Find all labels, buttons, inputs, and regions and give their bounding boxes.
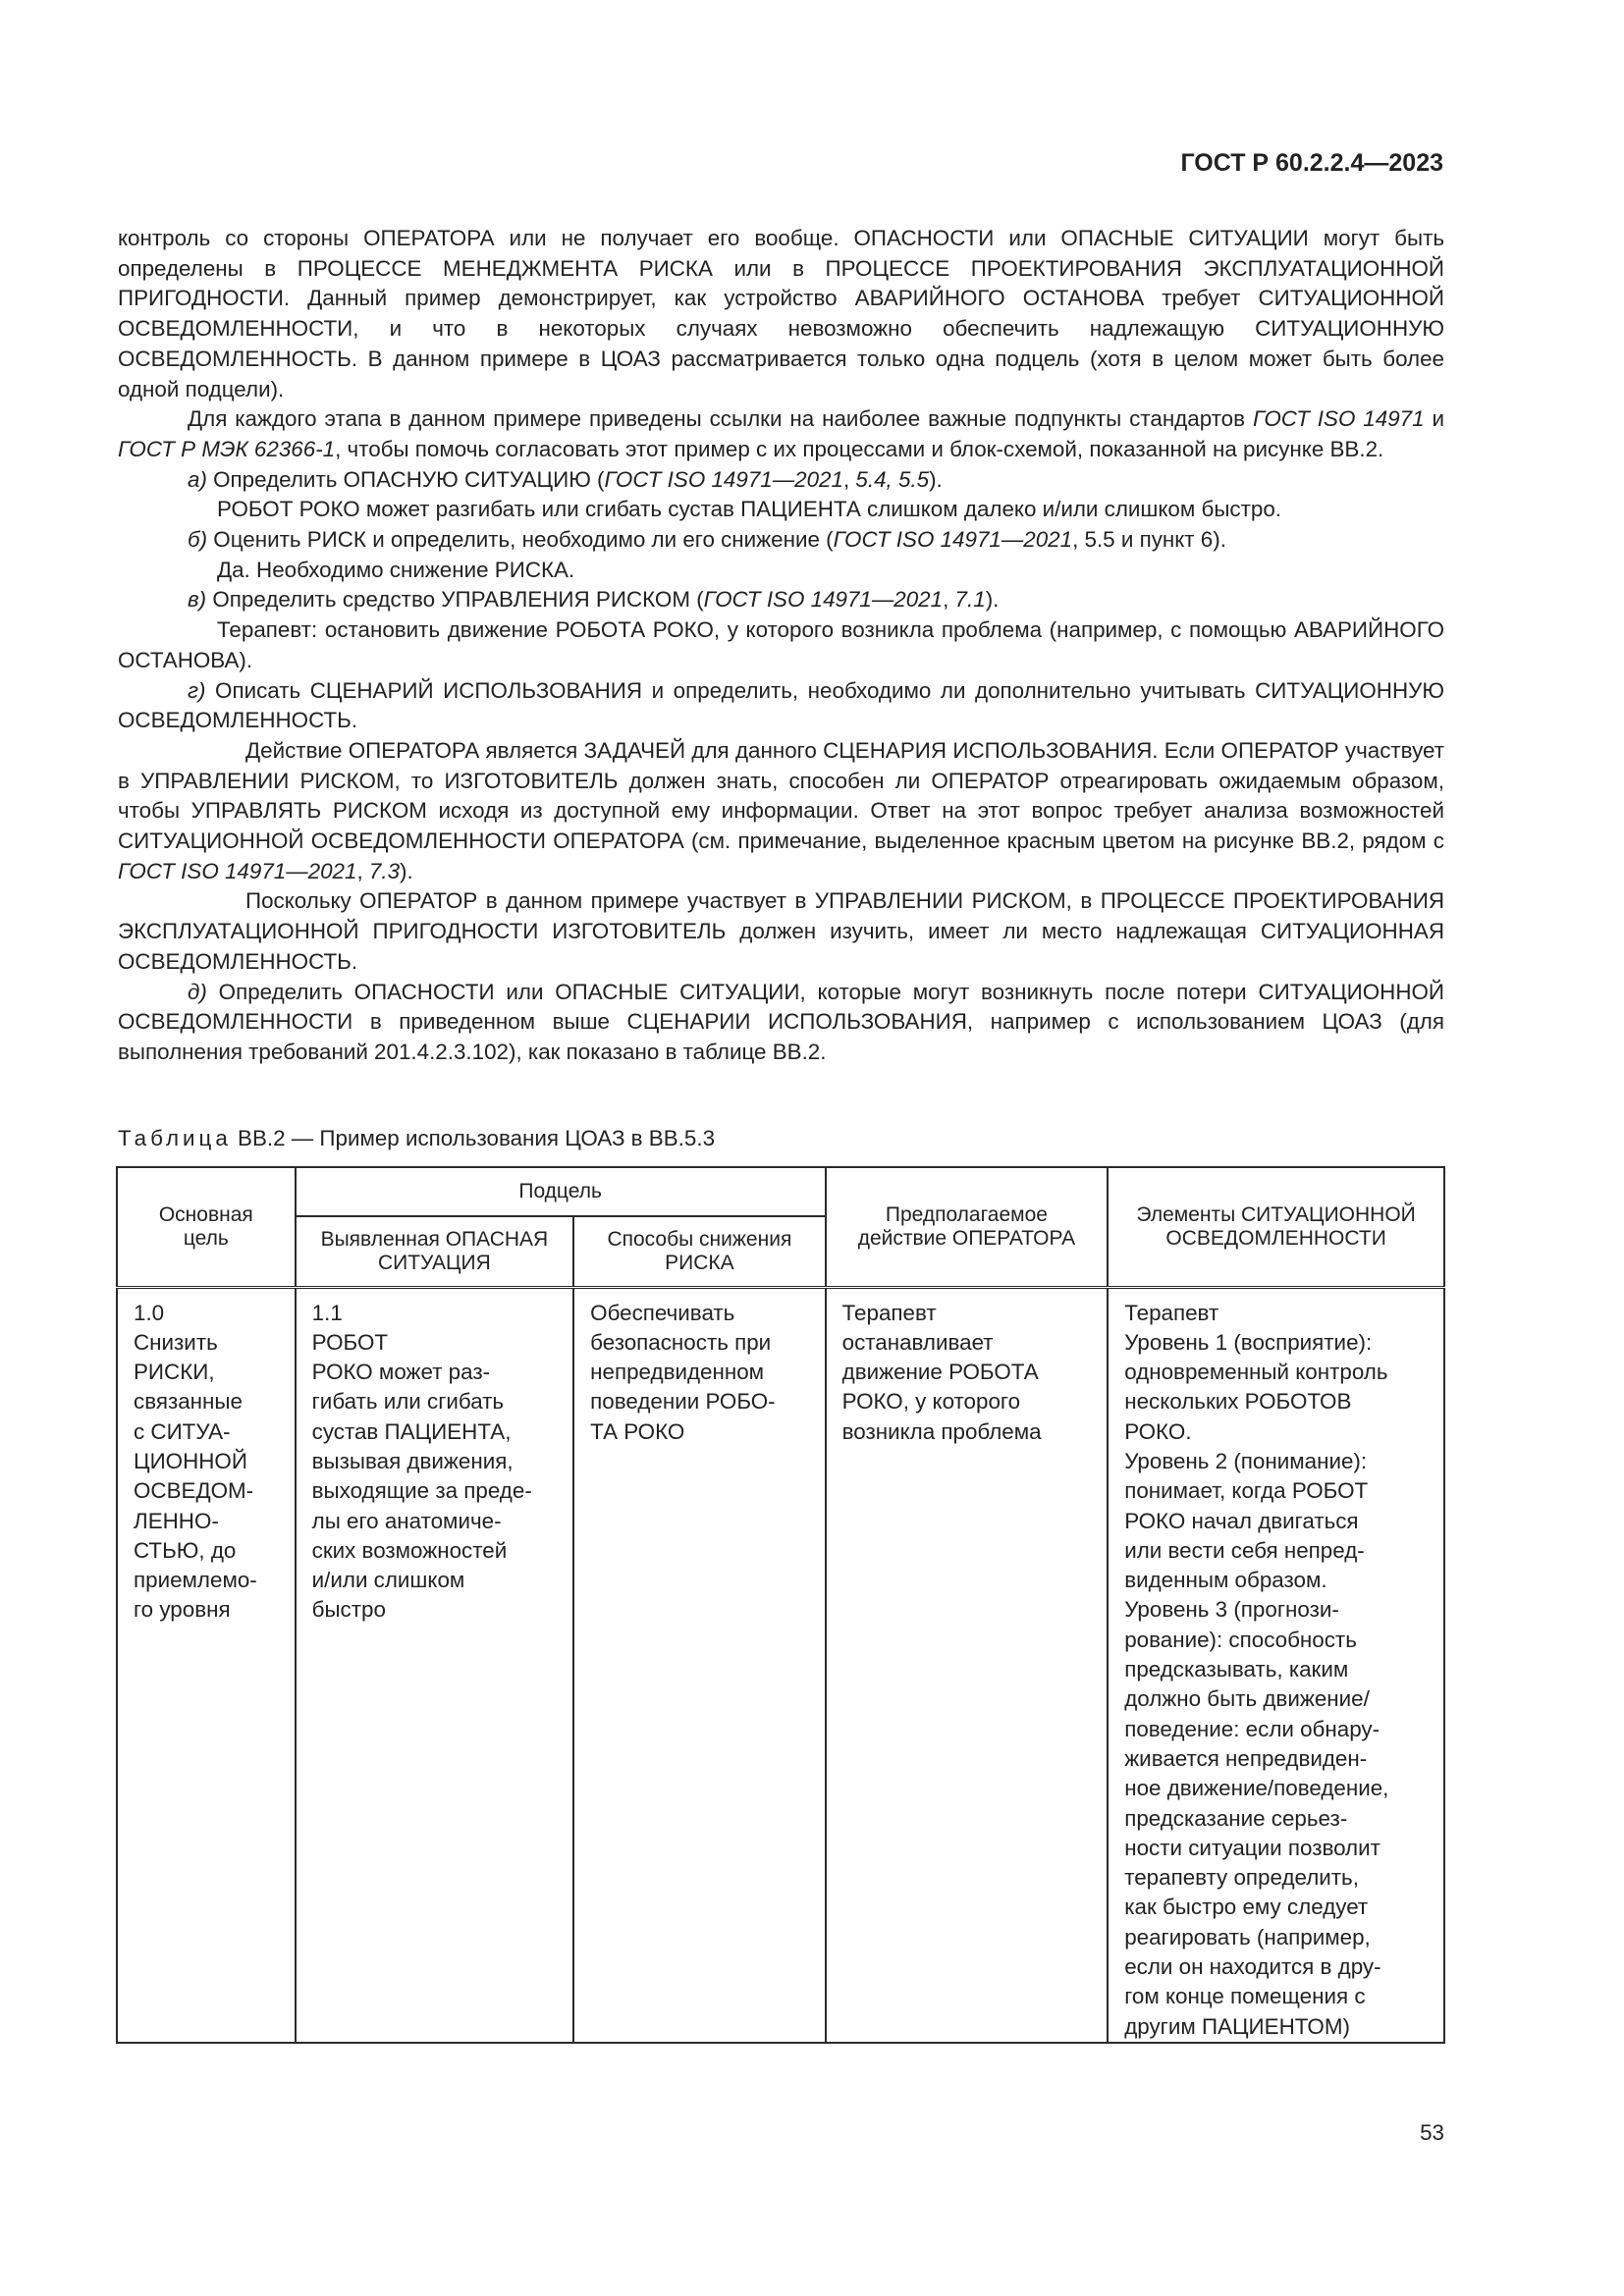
header-risk-reduction: Способы снижения РИСКА [573,1216,825,1287]
list-item-b-detail: Да. Необходимо снижение РИСКА. [217,557,575,582]
table-caption-label: Таблица [118,1126,232,1150]
list-item-d-detail-2: Поскольку ОПЕРАТОР в данном примере участвует в УПРАВЛЕНИИ РИСКОМ, в ПРОЦЕССЕ ПРОЕКТИРОВАНИЯ ЭКСПЛУАТАЦИОННОЙ ПРИГОДНОСТИ ИЗГОТОВИТЕЛЬ должен изучить, имеет ли место надлежащая СИТУАЦИОННАЯ ОСВЕДОМЛЕННОСТЬ. [118,888,1444,974]
list-item-c-detail: Терапевт: остановить движение РОБОТА РОКО, у которого возникла проблема (например, с помощью АВАРИЙНОГО ОСТАНОВА). [118,617,1444,672]
cell-hazard: 1.1 РОБОТ РОКО может раз- гибать или сгибать сустав ПАЦИЕНТА, вызывая движения, выходящие за преде- лы его анатомиче- ских возможностей и/или слишком быстро [296,1287,574,2043]
list-item-d-detail: Действие ОПЕРАТОРА является ЗАДАЧЕЙ для данного СЦЕНАРИЯ ИСПОЛЬЗОВАНИЯ. Если ОПЕРАТОР участвует в УПРАВЛЕНИИ РИСКОМ, то ИЗГОТОВИТЕЛЬ должен знать, способен ли ОПЕРАТОР отреагировать ожидаемым образом, чтобы УПРАВЛЯТЬ РИСКОМ исходя из доступной ему информации. Ответ на этот вопрос требует анализа возможностей СИТУАЦИОННОЙ ОСВЕДОМЛЕННОСТИ ОПЕРАТОРА (см. примечание, выделенное красным цветом на рисунке ВВ.2, рядом с ГОСТ ISO 14971—2021, 7.3). [118,737,1444,883]
header-subgoal: Подцель [296,1167,826,1216]
table-caption-text: ВВ.2 — Пример использования ЦОАЗ в ВВ.5.3 [231,1126,716,1150]
cell-risk-reduction: Обеспечивать безопасность при непредвиденном поведении РОБО- ТА РОКО [573,1287,825,2043]
list-item-a: а) Определить ОПАСНУЮ СИТУАЦИЮ (ГОСТ ISO 14971—2021, 5.4, 5.5). [188,466,943,492]
header-sa-elements: Элементы СИТУАЦИОННОЙ ОСВЕДОМЛЕННОСТИ [1108,1167,1444,1287]
header-hazard: Выявленная ОПАСНАЯ СИТУАЦИЯ [296,1216,574,1287]
page-number: 53 [1420,2120,1444,2145]
list-item-d: г) Описать СЦЕНАРИЙ ИСПОЛЬЗОВАНИЯ и определить, необходимо ли дополнительно учитывать СИТУАЦИОННУЮ ОСВЕДОМЛЕННОСТЬ. [118,677,1444,733]
list-item-a-detail: РОБОТ РОКО может разгибать или сгибать сустав ПАЦИЕНТА слишком далеко и/или слишком быстро. [217,497,1281,522]
list-item-e: д) Определить ОПАСНОСТИ или ОПАСНЫЕ СИТУАЦИИ, которые могут возникнуть после потери СИТУАЦИОННОЙ ОСВЕДОМЛЕННОСТИ в приведенном выше СЦЕНАРИИ ИСПОЛЬЗОВАНИЯ, например с использованием ЦОАЗ (для выполнения требований 201.4.2.3.102), как показано в таблице ВВ.2. [118,979,1444,1064]
paragraph: Для каждого этапа в данном примере приведены ссылки на наиболее важные подпункты стандартов ГОСТ ISO 14971 и ГОСТ Р МЭК 62366-1, чтобы помочь согласовать этот пример с их процессами и блок-схемой, показанной на рисунке ВВ.2. [118,406,1445,461]
header-operator-action: Предполагаемое действие ОПЕРАТОРА [826,1167,1109,1287]
cell-main-goal: 1.0 Снизить РИСКИ, связанные с СИТУА- ЦИОННОЙ ОСВЕДОМ- ЛЕННО- СТЬЮ, до приемлемо- го уровня [117,1287,296,2043]
table-row [117,1287,1444,2043]
paragraph: контроль со стороны ОПЕРАТОРА или не получает его вообще. ОПАСНОСТИ или ОПАСНЫЕ СИТУАЦИИ могут быть определены в ПРОЦЕССЕ МЕНЕДЖМЕНТА РИСКА или в ПРОЦЕССЕ ПРОЕКТИРОВАНИЯ ЭКСПЛУАТАЦИОННОЙ ПРИГОДНОСТИ. Данный пример демонстрирует, как устройство АВАРИЙНОГО ОСТАНОВА требует СИТУАЦИОННОЙ ОСВЕДОМЛЕННОСТИ, и что в некоторых случаях невозможно обеспечить надлежащую СИТУАЦИОННУЮ ОСВЕДОМЛЕННОСТЬ. В данном примере в ЦОАЗ рассматривается только одна подцель (хотя в целом может быть более одной подцели). [118,226,1444,401]
body-text [118,224,1444,1068]
cell-sa-elements: Терапевт Уровень 1 (восприятие): одновременный контроль нескольких РОБОТОВ РОКО. Уровень 2 (понимание): понимает, когда РОБОТ РОКО начал двигаться или вести себя непред- виденным образом. Уровень 3 (прогнози- рование): способность предсказывать, каким должно быть движение/ поведение: если обнару- живается непредвиден- ное движение/поведение, предсказание серьез- ности ситуации позволит терапевту определить, как быстро ему следует реагировать (например, если он находится в дру- гом конце помещения с другим ПАЦИЕНТОМ) [1108,1287,1444,2043]
table [116,1166,1445,2044]
list-item-c: в) Определить средство УПРАВЛЕНИЯ РИСКОМ (ГОСТ ISO 14971—2021, 7.1). [188,587,1000,613]
header-main-goal: Основная цель [117,1167,296,1287]
cell-operator-action: Терапевт останавливает движение РОБОТА РОКО, у которого возникла проблема [826,1287,1109,2043]
document-header: ГОСТ Р 60.2.2.4—2023 [1180,149,1443,177]
list-item-b: б) Оценить РИСК и определить, необходимо ли его снижение (ГОСТ ISO 14971—2021, 5.5 и пункт 6). [188,527,1226,553]
table-caption [118,1124,715,1153]
